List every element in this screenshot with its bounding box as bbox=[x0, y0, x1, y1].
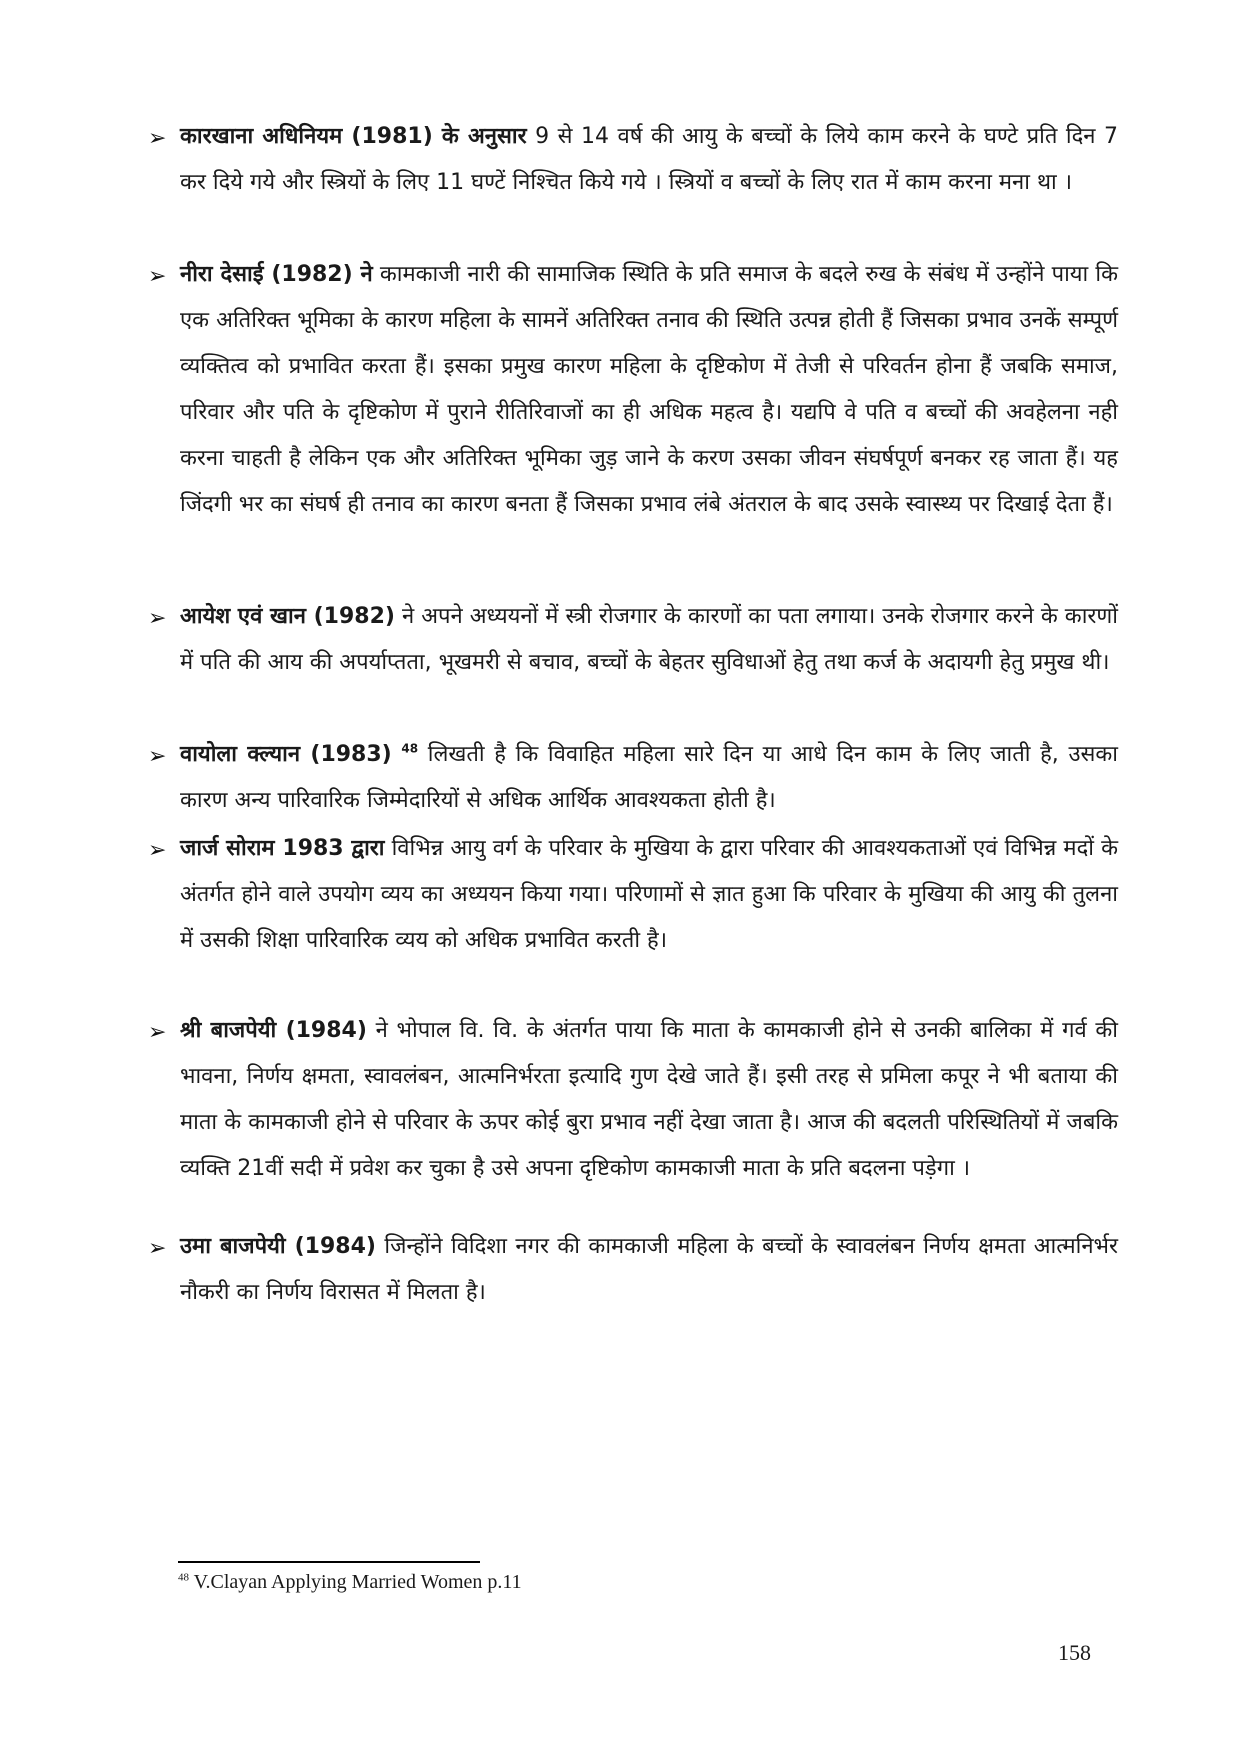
arrow-bullet-icon: ➢ bbox=[148, 1236, 167, 1261]
entry-text bbox=[180, 1224, 1118, 1316]
entry-viola-klyan bbox=[148, 732, 1118, 824]
entry-factory-act bbox=[148, 114, 1118, 206]
entry-neera-desai bbox=[148, 252, 1118, 528]
footnote-mark: 48 bbox=[178, 1571, 189, 1584]
entry-body: ने भोपाल वि. वि. के अंतर्गत पाया कि माता के कामकाजी होने से उनकी बालिका में गर्व की भावना, निर्णय क्षमता, स्वावलंबन, आत्मनिर्भरता इत्यादि गुण देखे जाते हैं। इसी तरह से प्रमिला कपूर ने भी बताया की माता के कामकाजी होने से परिवार के ऊपर कोई बुरा प्रभाव नहीं देखा जाता है। आज की बदलती परिस्थितियों में जबकि व्यक्ति 21वीं सदी में प्रवेश कर चुका है उसे अपना दृष्टिकोण कामकाजी माता के प्रति बदलना पड़ेगा । bbox=[180, 1018, 1118, 1181]
entry-text bbox=[180, 732, 1118, 824]
footnote-reference: 48 bbox=[401, 741, 419, 756]
arrow-bullet-icon: ➢ bbox=[148, 838, 167, 863]
entry-body: विभिन्न आयु वर्ग के परिवार के मुखिया के द्वारा परिवार की आवश्यकताओं एवं विभिन्न मदों के अंतर्गत होने वाले उपयोग व्यय का अध्ययन किया गया। परिणामों से ज्ञात हुआ कि परिवार के मुखिया की आयु की तुलना में उसकी शिक्षा पारिवारिक व्यय को अधिक प्रभावित करती है। bbox=[180, 836, 1118, 953]
entry-shri-bajpeyi bbox=[148, 1008, 1118, 1192]
entry-body: 9 से 14 वर्ष की आयु के बच्चों के लिये काम करने के घण्टे प्रति दिन 7 कर दिये गये और स्त्रियों के लिए 11 घण्टें निश्चित किये गये । स्त्रियों व बच्चों के लिए रात में काम करना मना था । bbox=[180, 124, 1118, 195]
entry-body: जिन्होंने विदिशा नगर की कामकाजी महिला के बच्चों के स्वावलंबन निर्णय क्षमता आत्मनिर्भर नौकरी का निर्णय विरासत में मिलता है। bbox=[180, 1234, 1118, 1305]
entry-title: आयेश एवं खान (1982) bbox=[180, 604, 395, 629]
arrow-bullet-icon: ➢ bbox=[148, 744, 167, 769]
entry-title: श्री बाजपेयी (1984) bbox=[180, 1018, 367, 1043]
entry-george-soram bbox=[148, 826, 1118, 964]
entry-text bbox=[180, 252, 1118, 528]
arrow-bullet-icon: ➢ bbox=[148, 1020, 167, 1045]
entry-text bbox=[180, 114, 1118, 206]
entry-body: लिखती है कि विवाहित महिला सारे दिन या आधे दिन काम के लिए जाती है, उसका कारण अन्य पारिवारिक जिम्मेदारियों से अधिक आर्थिक आवश्यकता होती है। bbox=[180, 742, 1118, 813]
entry-text bbox=[180, 826, 1118, 964]
footnote-text: V.Clayan Applying Married Women p.11 bbox=[193, 1571, 522, 1593]
entry-text bbox=[180, 1008, 1118, 1192]
entry-title: जार्ज सोराम 1983 द्वारा bbox=[180, 836, 385, 861]
footnote-divider bbox=[178, 1561, 480, 1563]
arrow-bullet-icon: ➢ bbox=[148, 264, 167, 289]
footnote bbox=[178, 1568, 522, 1596]
page-number: 158 bbox=[1058, 1640, 1091, 1665]
entry-title: वायोला क्ल्यान (1983) bbox=[180, 742, 392, 767]
entry-body: कामकाजी नारी की सामाजिक स्थिति के प्रति समाज के बदले रुख के संबंध में उन्होंने पाया कि एक अतिरिक्त भूमिका के कारण महिला के सामनें अतिरिक्त तनाव की स्थिति उत्पन्न होती हैं जिसका प्रभाव उनकें सम्पूर्ण व्यक्तित्व को प्रभावित करता हैं। इसका प्रमुख कारण महिला के दृष्टिकोण में तेजी से परिवर्तन होना हैं जबकि समाज, परिवार और पति के दृष्टिकोण में पुराने रीतिरिवाजों का ही अधिक महत्व है। यद्यपि वे पति व बच्चों की अवहेलना नही करना चाहती है लेकिन एक और अतिरिक्त भूमिका जुड़ जाने के करण उसका जीवन संघर्षपूर्ण बनकर रह जाता हैं। यह जिंदगी भर का संघर्ष ही तनाव का कारण बनता हैं जिसका प्रभाव लंबे अंतराल के बाद उसके स्वास्थ्य पर दिखाई देता हैं। bbox=[180, 262, 1118, 517]
entry-title: नीरा देसाई (1982) ने bbox=[180, 262, 373, 287]
entry-title: उमा बाजपेयी (1984) bbox=[180, 1234, 376, 1259]
entry-title: कारखाना अधिनियम (1981) के अनुसार bbox=[180, 124, 527, 149]
arrow-bullet-icon: ➢ bbox=[148, 606, 167, 631]
arrow-bullet-icon: ➢ bbox=[148, 126, 167, 151]
entry-body: ने अपने अध्ययनों में स्त्री रोजगार के कारणों का पता लगाया। उनके रोजगार करने के कारणों में पति की आय की अपर्याप्तता, भूखमरी से बचाव, बच्चों के बेहतर सुविधाओं हेतु तथा कर्ज के अदायगी हेतु प्रमुख थी। bbox=[180, 604, 1118, 675]
entry-uma-bajpeyi bbox=[148, 1224, 1118, 1316]
entry-ayesh-khan bbox=[148, 594, 1118, 686]
entry-text bbox=[180, 594, 1118, 686]
